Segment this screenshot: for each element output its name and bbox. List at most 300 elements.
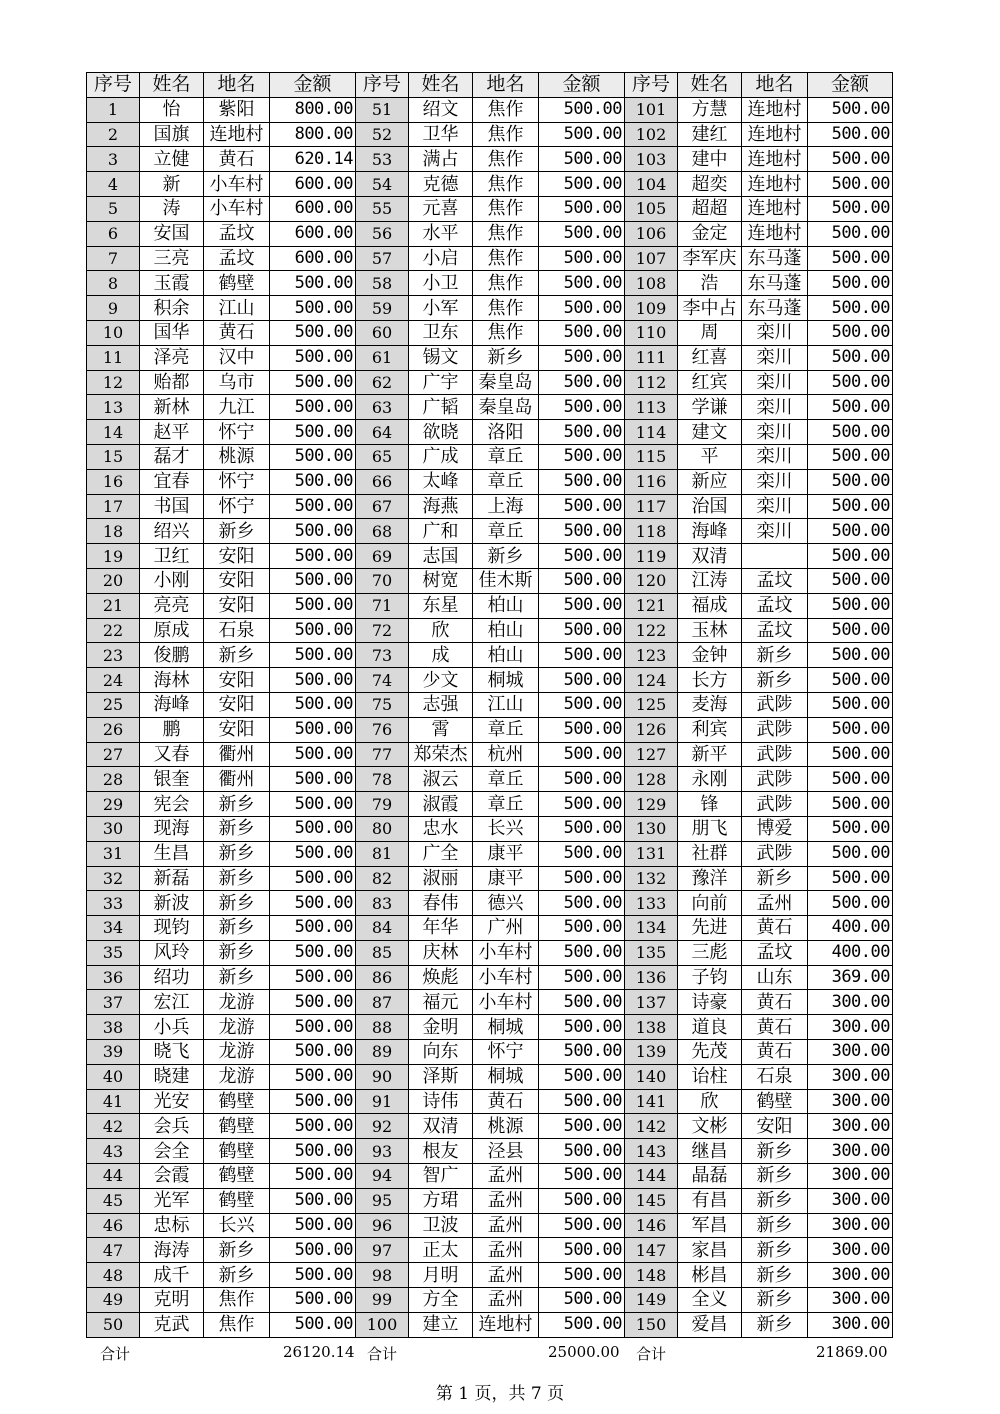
name-cell: 风玲: [140, 940, 204, 965]
name-cell: 海峰: [140, 692, 204, 717]
name-cell: 水平: [409, 221, 473, 246]
donation-table: [86, 72, 893, 1338]
name-cell: 新应: [678, 469, 742, 494]
place-cell: 怀宁: [473, 1040, 539, 1065]
amount-cell: 500.00: [808, 643, 893, 668]
seq-cell: 146: [625, 1213, 678, 1238]
name-cell: 贻都: [140, 370, 204, 395]
seq-cell: 31: [87, 841, 140, 866]
name-cell: 广宇: [409, 370, 473, 395]
seq-cell: 145: [625, 1188, 678, 1213]
place-cell: 孟坟: [204, 221, 270, 246]
table-row: [87, 940, 893, 965]
name-cell: 欣: [409, 618, 473, 643]
header-seq: 序号: [356, 73, 409, 98]
amount-cell: 300.00: [808, 1238, 893, 1263]
seq-cell: 68: [356, 519, 409, 544]
name-cell: 锋: [678, 792, 742, 817]
place-cell: 小车村: [204, 196, 270, 221]
header-name: 姓名: [140, 73, 204, 98]
amount-cell: 500.00: [270, 965, 356, 990]
seq-cell: 107: [625, 246, 678, 271]
seq-cell: 123: [625, 643, 678, 668]
name-cell: 平: [678, 444, 742, 469]
place-cell: 泾县: [473, 1139, 539, 1164]
place-cell: 焦作: [473, 97, 539, 122]
place-cell: 新乡: [742, 643, 808, 668]
name-cell: 红喜: [678, 345, 742, 370]
amount-cell: 500.00: [539, 221, 625, 246]
table-row: [87, 345, 893, 370]
seq-cell: 67: [356, 494, 409, 519]
place-cell: 龙游: [204, 1064, 270, 1089]
name-cell: 方珺: [409, 1188, 473, 1213]
place-cell: 安阳: [204, 692, 270, 717]
amount-cell: 500.00: [539, 866, 625, 891]
name-cell: 海燕: [409, 494, 473, 519]
name-cell: 绍文: [409, 97, 473, 122]
place-cell: 章丘: [473, 519, 539, 544]
table-row: [87, 1015, 893, 1040]
place-cell: 广州: [473, 916, 539, 941]
amount-cell: 500.00: [808, 668, 893, 693]
place-cell: 连地村: [742, 147, 808, 172]
place-cell: 焦作: [473, 271, 539, 296]
amount-cell: 300.00: [808, 1139, 893, 1164]
seq-cell: 20: [87, 568, 140, 593]
amount-cell: 500.00: [808, 246, 893, 271]
amount-cell: 500.00: [808, 544, 893, 569]
place-cell: 新乡: [204, 1238, 270, 1263]
name-cell: 庆林: [409, 940, 473, 965]
place-cell: 栾川: [742, 444, 808, 469]
amount-cell: 500.00: [539, 97, 625, 122]
place-cell: 桐城: [473, 1064, 539, 1089]
name-cell: 建红: [678, 122, 742, 147]
table-body: [87, 97, 893, 1337]
name-cell: 长方: [678, 668, 742, 693]
seq-cell: 109: [625, 296, 678, 321]
place-cell: 栾川: [742, 395, 808, 420]
place-cell: 新乡: [204, 866, 270, 891]
seq-cell: 25: [87, 692, 140, 717]
place-cell: 石泉: [204, 618, 270, 643]
table-row: [87, 866, 893, 891]
place-cell: 桃源: [473, 1114, 539, 1139]
name-cell: 诗伟: [409, 1089, 473, 1114]
place-cell: 柏山: [473, 593, 539, 618]
name-cell: 赵平: [140, 420, 204, 445]
name-cell: 忠标: [140, 1213, 204, 1238]
place-cell: 桐城: [473, 668, 539, 693]
seq-cell: 74: [356, 668, 409, 693]
amount-cell: 500.00: [270, 469, 356, 494]
seq-cell: 103: [625, 147, 678, 172]
seq-cell: 29: [87, 792, 140, 817]
seq-cell: 108: [625, 271, 678, 296]
name-cell: 福元: [409, 990, 473, 1015]
place-cell: 章丘: [473, 717, 539, 742]
table-row: [87, 1213, 893, 1238]
name-cell: 绍兴: [140, 519, 204, 544]
name-cell: 军昌: [678, 1213, 742, 1238]
place-cell: 博爱: [742, 816, 808, 841]
seq-cell: 120: [625, 568, 678, 593]
amount-cell: 500.00: [270, 568, 356, 593]
name-cell: 麦海: [678, 692, 742, 717]
seq-cell: 94: [356, 1164, 409, 1189]
amount-cell: 500.00: [808, 444, 893, 469]
amount-cell: 500.00: [270, 891, 356, 916]
seq-cell: 132: [625, 866, 678, 891]
place-cell: 孟州: [473, 1288, 539, 1313]
total-value-3: 21869.00: [816, 1343, 888, 1361]
seq-cell: 48: [87, 1263, 140, 1288]
seq-cell: 147: [625, 1238, 678, 1263]
amount-cell: 300.00: [808, 1213, 893, 1238]
name-cell: 光安: [140, 1089, 204, 1114]
place-cell: 黄石: [742, 916, 808, 941]
seq-cell: 18: [87, 519, 140, 544]
place-cell: 新乡: [204, 792, 270, 817]
amount-cell: 500.00: [270, 370, 356, 395]
amount-cell: 800.00: [270, 122, 356, 147]
seq-cell: 10: [87, 320, 140, 345]
place-cell: 黄石: [204, 147, 270, 172]
amount-cell: 500.00: [270, 345, 356, 370]
amount-cell: 500.00: [539, 692, 625, 717]
name-cell: 根友: [409, 1139, 473, 1164]
table-row: [87, 544, 893, 569]
amount-cell: 500.00: [270, 742, 356, 767]
name-cell: 现海: [140, 816, 204, 841]
seq-cell: 32: [87, 866, 140, 891]
amount-cell: 500.00: [270, 841, 356, 866]
name-cell: 豫洋: [678, 866, 742, 891]
amount-cell: 500.00: [270, 1263, 356, 1288]
seq-cell: 14: [87, 420, 140, 445]
table-row: [87, 97, 893, 122]
seq-cell: 54: [356, 172, 409, 197]
name-cell: 立健: [140, 147, 204, 172]
seq-cell: 114: [625, 420, 678, 445]
amount-cell: 500.00: [808, 841, 893, 866]
place-cell: 龙游: [204, 1040, 270, 1065]
name-cell: 金明: [409, 1015, 473, 1040]
name-cell: 会兵: [140, 1114, 204, 1139]
place-cell: 长兴: [473, 816, 539, 841]
amount-cell: 500.00: [270, 916, 356, 941]
table-row: [87, 668, 893, 693]
amount-cell: 300.00: [808, 1040, 893, 1065]
seq-cell: 78: [356, 767, 409, 792]
amount-cell: 500.00: [539, 1064, 625, 1089]
name-cell: 建文: [678, 420, 742, 445]
place-cell: 孟州: [742, 891, 808, 916]
seq-cell: 134: [625, 916, 678, 941]
header-place: 地名: [204, 73, 270, 98]
place-cell: 新乡: [742, 1213, 808, 1238]
table-row: [87, 916, 893, 941]
seq-cell: 137: [625, 990, 678, 1015]
name-cell: 郑荣杰: [409, 742, 473, 767]
table-row: [87, 271, 893, 296]
name-cell: 霄: [409, 717, 473, 742]
name-cell: 忠水: [409, 816, 473, 841]
name-cell: 怡: [140, 97, 204, 122]
name-cell: 月明: [409, 1263, 473, 1288]
name-cell: 三亮: [140, 246, 204, 271]
amount-cell: 500.00: [808, 717, 893, 742]
place-cell: 焦作: [204, 1312, 270, 1337]
amount-cell: 500.00: [808, 271, 893, 296]
place-cell: 怀宁: [204, 494, 270, 519]
seq-cell: 95: [356, 1188, 409, 1213]
name-cell: 新磊: [140, 866, 204, 891]
place-cell: 新乡: [742, 1164, 808, 1189]
name-cell: 东星: [409, 593, 473, 618]
header-seq: 序号: [87, 73, 140, 98]
name-cell: 国旗: [140, 122, 204, 147]
seq-cell: 7: [87, 246, 140, 271]
place-cell: 新乡: [742, 1288, 808, 1313]
seq-cell: 86: [356, 965, 409, 990]
name-cell: 克明: [140, 1288, 204, 1313]
place-cell: 新乡: [204, 816, 270, 841]
amount-cell: 500.00: [539, 196, 625, 221]
place-cell: 武陟: [742, 792, 808, 817]
name-cell: 超超: [678, 196, 742, 221]
seq-cell: 113: [625, 395, 678, 420]
seq-cell: 138: [625, 1015, 678, 1040]
place-cell: 鹤壁: [204, 1188, 270, 1213]
amount-cell: 500.00: [270, 866, 356, 891]
place-cell: 连地村: [742, 196, 808, 221]
name-cell: 爱昌: [678, 1312, 742, 1337]
place-cell: 焦作: [473, 147, 539, 172]
seq-cell: 58: [356, 271, 409, 296]
table-row: [87, 1164, 893, 1189]
place-cell: 杭州: [473, 742, 539, 767]
seq-cell: 52: [356, 122, 409, 147]
place-cell: 安阳: [742, 1114, 808, 1139]
name-cell: 涛: [140, 196, 204, 221]
amount-cell: 500.00: [539, 618, 625, 643]
place-cell: 孟坟: [742, 568, 808, 593]
seq-cell: 80: [356, 816, 409, 841]
place-cell: 连地村: [742, 172, 808, 197]
place-cell: 新乡: [204, 1263, 270, 1288]
amount-cell: 500.00: [539, 1164, 625, 1189]
name-cell: 书国: [140, 494, 204, 519]
name-cell: 建立: [409, 1312, 473, 1337]
amount-cell: 500.00: [539, 816, 625, 841]
place-cell: 黄石: [204, 320, 270, 345]
amount-cell: 500.00: [539, 147, 625, 172]
amount-cell: 500.00: [539, 519, 625, 544]
amount-cell: 500.00: [808, 767, 893, 792]
seq-cell: 75: [356, 692, 409, 717]
place-cell: 鹤壁: [204, 1114, 270, 1139]
seq-cell: 141: [625, 1089, 678, 1114]
seq-cell: 19: [87, 544, 140, 569]
table-row: [87, 990, 893, 1015]
amount-cell: 500.00: [539, 1263, 625, 1288]
seq-cell: 143: [625, 1139, 678, 1164]
name-cell: 绍功: [140, 965, 204, 990]
place-cell: 章丘: [473, 444, 539, 469]
place-cell: 龙游: [204, 990, 270, 1015]
name-cell: 积余: [140, 296, 204, 321]
seq-cell: 112: [625, 370, 678, 395]
amount-cell: 500.00: [539, 1213, 625, 1238]
amount-cell: 500.00: [270, 544, 356, 569]
name-cell: 克德: [409, 172, 473, 197]
seq-cell: 27: [87, 742, 140, 767]
seq-cell: 12: [87, 370, 140, 395]
name-cell: 小卫: [409, 271, 473, 296]
place-cell: 鹤壁: [204, 1089, 270, 1114]
name-cell: 太峰: [409, 469, 473, 494]
amount-cell: 500.00: [539, 544, 625, 569]
seq-cell: 8: [87, 271, 140, 296]
seq-cell: 97: [356, 1238, 409, 1263]
place-cell: 洛阳: [473, 420, 539, 445]
name-cell: 现钧: [140, 916, 204, 941]
seq-cell: 90: [356, 1064, 409, 1089]
place-cell: 新乡: [742, 1139, 808, 1164]
amount-cell: 300.00: [808, 1263, 893, 1288]
seq-cell: 116: [625, 469, 678, 494]
seq-cell: 57: [356, 246, 409, 271]
place-cell: 秦皇岛: [473, 370, 539, 395]
place-cell: 东马蓬: [742, 246, 808, 271]
seq-cell: 46: [87, 1213, 140, 1238]
place-cell: 山东: [742, 965, 808, 990]
name-cell: 满占: [409, 147, 473, 172]
amount-cell: 500.00: [270, 717, 356, 742]
name-cell: 新平: [678, 742, 742, 767]
name-cell: 先茂: [678, 1040, 742, 1065]
amount-cell: 500.00: [808, 122, 893, 147]
table-row: [87, 469, 893, 494]
amount-cell: 500.00: [808, 172, 893, 197]
amount-cell: 500.00: [539, 1040, 625, 1065]
place-cell: 九江: [204, 395, 270, 420]
amount-cell: 500.00: [270, 990, 356, 1015]
name-cell: 周: [678, 320, 742, 345]
name-cell: 磊才: [140, 444, 204, 469]
place-cell: 江山: [204, 296, 270, 321]
place-cell: 连地村: [742, 97, 808, 122]
place-cell: 安阳: [204, 568, 270, 593]
place-cell: 新乡: [742, 1238, 808, 1263]
amount-cell: 500.00: [808, 345, 893, 370]
total-label-1: 合计: [100, 1345, 131, 1363]
amount-cell: 500.00: [270, 1188, 356, 1213]
seq-cell: 122: [625, 618, 678, 643]
seq-cell: 129: [625, 792, 678, 817]
amount-cell: 500.00: [539, 593, 625, 618]
place-cell: 孟州: [473, 1238, 539, 1263]
name-cell: 新林: [140, 395, 204, 420]
name-cell: 新: [140, 172, 204, 197]
name-cell: 治国: [678, 494, 742, 519]
seq-cell: 124: [625, 668, 678, 693]
seq-cell: 55: [356, 196, 409, 221]
name-cell: 江涛: [678, 568, 742, 593]
amount-cell: 500.00: [270, 692, 356, 717]
table-row: [87, 1139, 893, 1164]
name-cell: 俊鹏: [140, 643, 204, 668]
place-cell: 小车村: [204, 172, 270, 197]
seq-cell: 61: [356, 345, 409, 370]
header-amount: 金额: [270, 73, 356, 98]
table-row: [87, 196, 893, 221]
amount-cell: 500.00: [808, 593, 893, 618]
name-cell: 广全: [409, 841, 473, 866]
amount-cell: 500.00: [808, 147, 893, 172]
table-row: [87, 1238, 893, 1263]
seq-cell: 121: [625, 593, 678, 618]
seq-cell: 15: [87, 444, 140, 469]
table-row: [87, 420, 893, 445]
amount-cell: 500.00: [539, 469, 625, 494]
seq-cell: 39: [87, 1040, 140, 1065]
place-cell: 栾川: [742, 420, 808, 445]
amount-cell: 400.00: [808, 940, 893, 965]
name-cell: 国华: [140, 320, 204, 345]
table-row: [87, 1288, 893, 1313]
name-cell: 双清: [678, 544, 742, 569]
amount-cell: 500.00: [270, 1312, 356, 1337]
amount-cell: 500.00: [539, 1114, 625, 1139]
place-cell: 新乡: [473, 345, 539, 370]
seq-cell: 70: [356, 568, 409, 593]
place-cell: 新乡: [742, 1188, 808, 1213]
name-cell: 小启: [409, 246, 473, 271]
seq-cell: 125: [625, 692, 678, 717]
amount-cell: 500.00: [539, 494, 625, 519]
amount-cell: 800.00: [270, 97, 356, 122]
seq-cell: 136: [625, 965, 678, 990]
table-row: [87, 593, 893, 618]
seq-cell: 49: [87, 1288, 140, 1313]
amount-cell: 500.00: [808, 370, 893, 395]
seq-cell: 11: [87, 345, 140, 370]
place-cell: 孟坟: [742, 618, 808, 643]
amount-cell: 500.00: [808, 196, 893, 221]
name-cell: 全义: [678, 1288, 742, 1313]
place-cell: 新乡: [742, 668, 808, 693]
amount-cell: 500.00: [808, 816, 893, 841]
place-cell: 汉中: [204, 345, 270, 370]
name-cell: 树宽: [409, 568, 473, 593]
amount-cell: 600.00: [270, 246, 356, 271]
table-row: [87, 792, 893, 817]
name-cell: 宜春: [140, 469, 204, 494]
amount-cell: 500.00: [270, 618, 356, 643]
place-cell: 武陟: [742, 717, 808, 742]
place-cell: 鹤壁: [742, 1089, 808, 1114]
name-cell: 金定: [678, 221, 742, 246]
name-cell: 泽斯: [409, 1064, 473, 1089]
seq-cell: 13: [87, 395, 140, 420]
name-cell: 晓建: [140, 1064, 204, 1089]
amount-cell: 500.00: [270, 1040, 356, 1065]
amount-cell: 500.00: [539, 1089, 625, 1114]
seq-cell: 148: [625, 1263, 678, 1288]
